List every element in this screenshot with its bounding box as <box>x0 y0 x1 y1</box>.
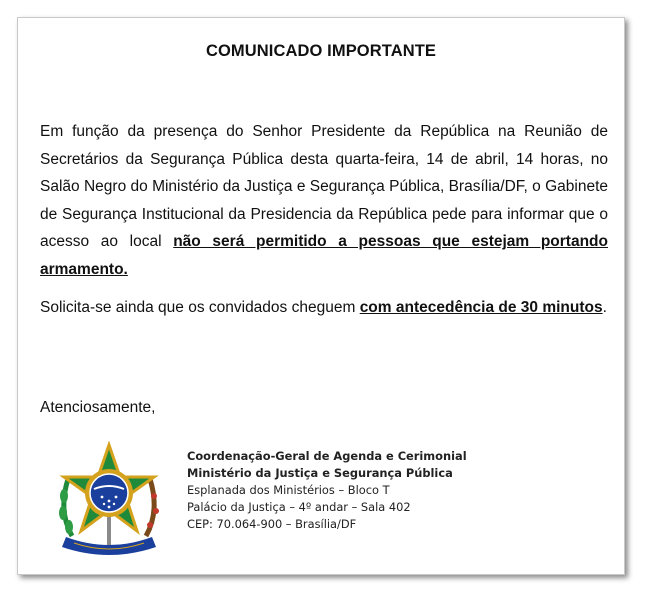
paragraph-arrival-tail: . <box>602 299 607 316</box>
paragraph-notice-text: Em função da presença do Senhor Presidente da República na Reunião de Secretários da Segurança Pública desta quarta-feira, 14 de abril, 14 horas, no Salão Negro do Ministério da Justiça e Segurança Pública, Brasília/DF, o Gabinete de Segurança Institucional da Presidencia da República pede para informar que o acesso ao local <box>40 123 608 250</box>
paragraph-arrival-text: Solicita-se ainda que os convidados cheguem <box>40 299 360 316</box>
signature-address: Esplanada dos Ministérios – Bloco T <box>187 483 390 497</box>
signature-ministry: Ministério da Justiça e Segurança Pública <box>187 466 453 480</box>
signature-department: Coordenação-Geral de Agenda e Cerimonial <box>187 449 467 463</box>
paragraph-notice-emphasis: não será permitido a pessoas que estejam portando armamento. <box>40 233 608 278</box>
signature-block <box>187 448 467 533</box>
paragraph-arrival-emphasis: com antecedência de 30 minutos <box>359 299 603 316</box>
page-title: COMUNICADO IMPORTANTE <box>205 42 437 60</box>
document-page <box>17 17 625 575</box>
closing-salutation: Atenciosamente, <box>40 399 156 416</box>
paragraph-arrival <box>40 294 608 322</box>
paragraph-notice <box>40 118 608 283</box>
signature-postal: CEP: 70.064-900 – Brasília/DF <box>187 517 357 531</box>
signature-building: Palácio da Justiça – 4º andar – Sala 402 <box>187 500 411 514</box>
coat-of-arms-icon <box>52 441 166 559</box>
